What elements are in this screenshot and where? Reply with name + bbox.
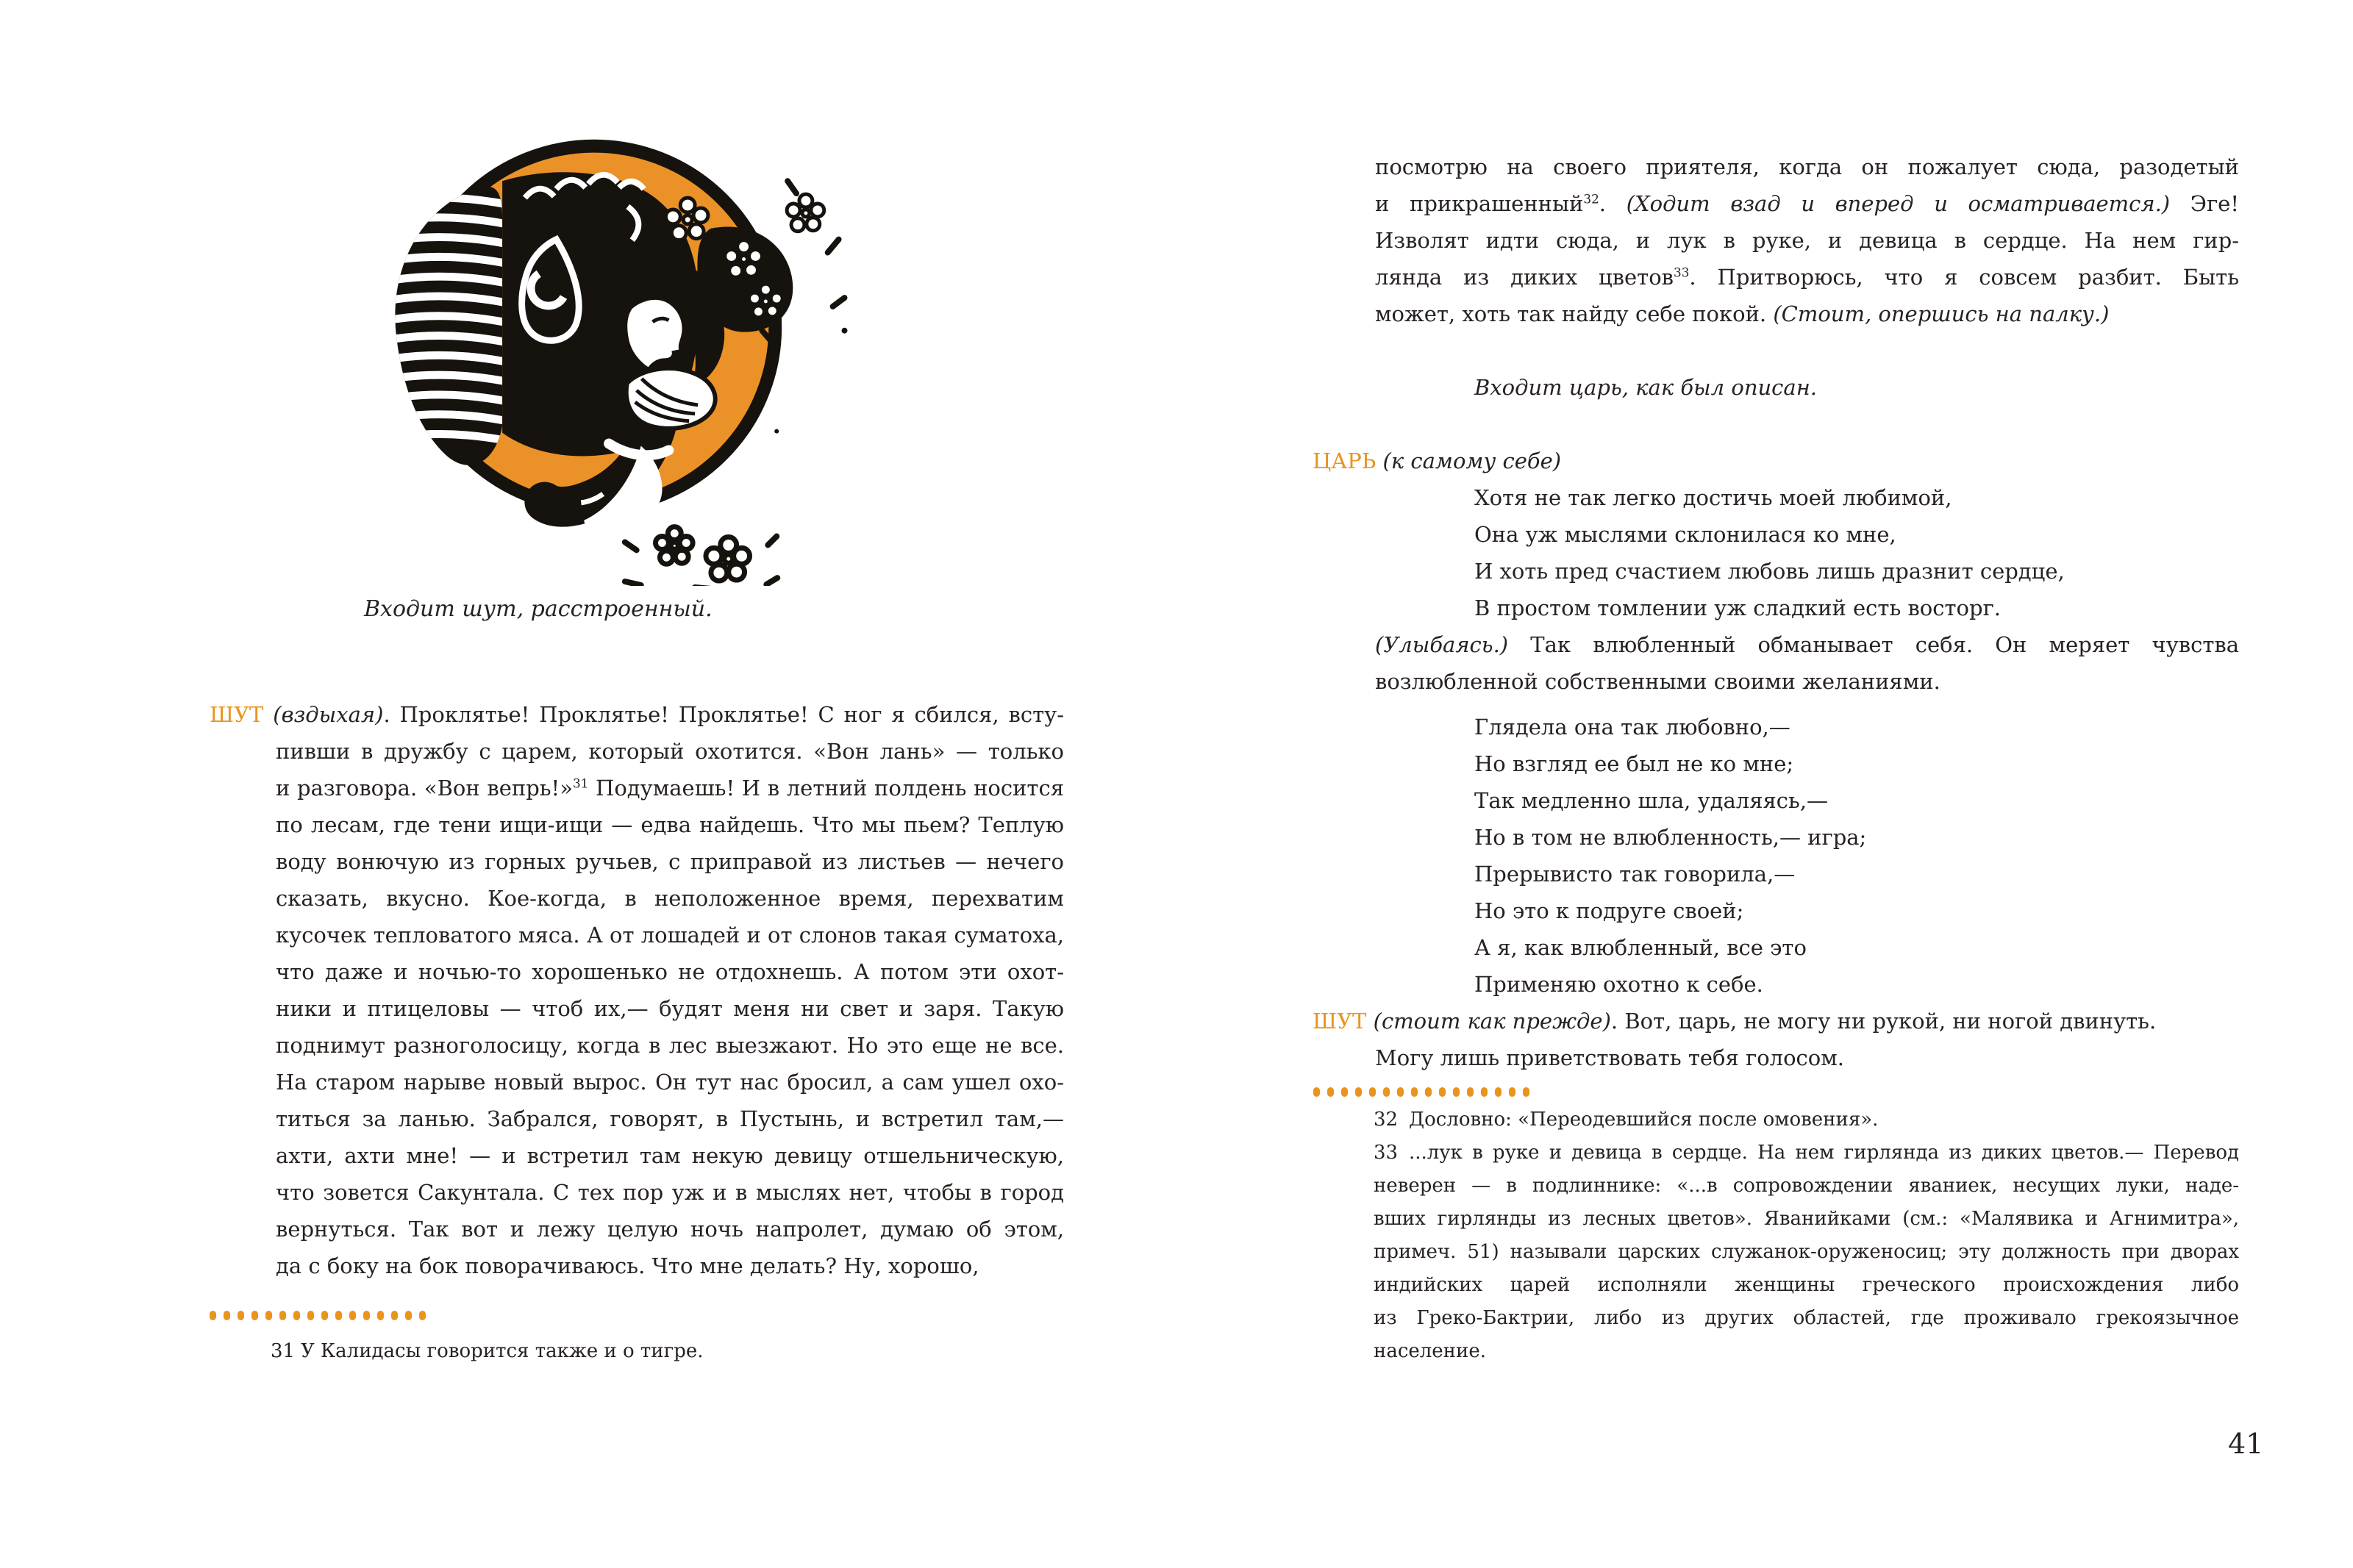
text-line: 31 У Калидасы говорится также и о тигре. [271, 1335, 1065, 1368]
rule-dot [377, 1311, 384, 1320]
text-line: Входит царь, как был описан. [1474, 375, 1818, 400]
stage-direction-caption: Входит шут, расстроенный. [364, 596, 713, 622]
text-line: что зовется Сакунтала. С тех пор уж и в мыслях нет, чтобы в город [276, 1180, 1064, 1205]
text-line: население. [1374, 1340, 1486, 1362]
text-line: кусочек тепловатого мяса. А от лошадей и от слонов такая суматоха, [276, 923, 1064, 948]
rule-dot [1453, 1087, 1460, 1097]
text-line: Она уж мыслями склонилася ко мне, [1474, 522, 1896, 547]
text-line: вших гирлянды из лесных цветов». Яванийками (см.: «Малявика и Агнимитра», [1374, 1208, 2239, 1230]
rule-dot [419, 1311, 426, 1320]
rule-dot [1509, 1087, 1515, 1097]
text-line: и разговора. «Вон вепрь!»$^{31}$ Подумаешь! И в летний полдень носится [276, 776, 1065, 801]
rule-dot [238, 1311, 244, 1320]
text-line: ШУТ (вздыхая). Проклятье! Проклятье! Проклятье! С ног я сбился, всту- [210, 702, 1065, 727]
page-number: 41 [2228, 1428, 2264, 1460]
text-line: И хоть пред счастием любовь лишь дразнит сердце, [1474, 559, 2065, 584]
rule-dot [1467, 1087, 1474, 1097]
text-line: В простом томлении уж сладкий есть восторг. [1474, 595, 2001, 620]
text-line: ЦАРЬ (к самому себе) [1313, 448, 1562, 473]
right-text-block [1313, 148, 2239, 1076]
rule-dot [363, 1311, 370, 1320]
text-line: пивши в дружбу с царем, который охотится. «Вон лань» — только [276, 739, 1064, 764]
rule-dot [1523, 1087, 1529, 1097]
elephant-woodcut-illustration [366, 112, 851, 586]
text-line: титься за ланью. Забрался, говорят, в Пустынь, и встретил там,— [276, 1106, 1064, 1131]
rule-dot [224, 1311, 230, 1320]
text-line: неверен — в подлиннике: «...в сопровождении яваниек, несущих луки, наде- [1374, 1175, 2239, 1197]
text-line: примеч. 51) называли царских служанок-оруженосиц; эту должность при дворах [1374, 1241, 2239, 1263]
text-line: индийских царей исполняли женщины греческого происхождения либо [1374, 1274, 2239, 1296]
rule-dot [1369, 1087, 1376, 1097]
text-line: Но взгляд ее был не ко мне; [1474, 751, 1794, 776]
rule-dot [1341, 1087, 1348, 1097]
rule-dot [349, 1311, 356, 1320]
text-line: Так медленно шла, удаляясь,— [1474, 788, 1829, 813]
text-line: сказать, вкусно. Кое-когда, в неположенное время, перехватим [276, 886, 1064, 911]
rule-dot [293, 1311, 300, 1320]
text-line: из Греко-Бактрии, либо из других областей, где проживало грекоязычное [1374, 1307, 2239, 1329]
rule-dot [265, 1311, 272, 1320]
rule-dot [210, 1311, 216, 1320]
right-footnotes [1374, 1103, 2239, 1368]
text-line: Глядела она так любовно,— [1474, 715, 1790, 740]
rule-dot [1327, 1087, 1334, 1097]
text-line: На старом нарыве новый вырос. Он тут нас бросил, а сам ушел охо- [276, 1070, 1064, 1095]
text-line: (Улыбаясь.) Так влюбленный обманывает себя. Он меряет чувства [1375, 632, 2239, 657]
rule-dot [335, 1311, 342, 1320]
text-line: ники и птицеловы — чтоб их,— будят меня ни свет и заря. Такую [276, 996, 1064, 1021]
text-line: вернуться. Так вот и лежу целую ночь напролет, думаю об этом, [276, 1217, 1064, 1242]
footnote-separator-right [1313, 1086, 1529, 1097]
rule-dot [405, 1311, 412, 1320]
elephant-and-maiden-icon [366, 112, 851, 586]
footnote-separator-left [210, 1310, 426, 1320]
rule-dot [391, 1311, 398, 1320]
text-line: А я, как влюбленный, все это [1474, 935, 1807, 960]
text-line: что даже и ночью-то хорошенько не отдохнешь. А потом эти охот- [276, 959, 1064, 984]
text-line: 32 Дословно: «Переодевшийся после омовения». [1374, 1103, 2239, 1136]
text-line: возлюбленной собственными своими желаниями. [1375, 669, 1940, 694]
text-line: Но это к подруге своей; [1474, 898, 1744, 923]
rule-dot [307, 1311, 314, 1320]
footnote-number: 31 [271, 1340, 296, 1362]
rule-dot [1397, 1087, 1404, 1097]
left-dialogue [210, 696, 1064, 1284]
text-line: да с боку на бок поворачиваюсь. Что мне делать? Ну, хорошо, [276, 1253, 979, 1278]
rule-dot [1313, 1087, 1320, 1097]
text-line: воду вонючую из горных ручьев, с приправой из листьев — нечего [276, 849, 1064, 874]
text-line: Применяю охотно к себе. [1474, 972, 1763, 997]
text-line: Могу лишь приветствовать тебя голосом. [1375, 1045, 1845, 1070]
rule-dot [279, 1311, 286, 1320]
text-line: ШУТ (стоит как прежде). Вот, царь, не могу ни рукой, ни ногой двинуть. [1313, 1009, 2157, 1034]
text-line: ахти, ахти мне! — и встретил там некую девицу отшельническую, [276, 1143, 1064, 1168]
rule-dot [1439, 1087, 1446, 1097]
rule-dot [251, 1311, 258, 1320]
rule-dot [1481, 1087, 1488, 1097]
text-line: Но в том не влюбленность,— игра; [1474, 825, 1867, 850]
text-line: Хотя не так легко достичь моей любимой, [1474, 485, 1952, 510]
text-line: поднимут разноголосицу, когда в лес выезжают. Но это еще не все. [276, 1033, 1064, 1058]
text-line: Изволят идти сюда, и лук в руке, и девица в сердце. На нем гир- [1375, 228, 2239, 253]
text-line: может, хоть так найду себе покой. (Стоит, опершись на палку.) [1375, 301, 2110, 326]
text-line: по лесам, где тени ищи-ищи — едва найдешь. Что мы пьем? Теплую [276, 812, 1064, 837]
rule-dot [1425, 1087, 1432, 1097]
text-line: лянда из диких цветов$^{33}$. Притворюсь, что я совсем разбит. Быть [1375, 265, 2239, 290]
rule-dot [1383, 1087, 1390, 1097]
rule-dot [1411, 1087, 1418, 1097]
rule-dot [1495, 1087, 1502, 1097]
rule-dot [1355, 1087, 1362, 1097]
text-line: 33 ...лук в руке и девица в сердце. На нем гирлянда из диких цветов.— Перевод [1374, 1136, 2239, 1170]
left-footnotes [271, 1335, 1065, 1368]
rule-dot [321, 1311, 328, 1320]
text-line: и прикрашенный$^{32}$. (Ходит взад и вперед и осматривается.) Эге! [1375, 191, 2239, 216]
footnote-number: 33 [1374, 1142, 1399, 1164]
footnote-number: 32 [1374, 1109, 1399, 1131]
text-line: посмотрю на своего приятеля, когда он пожалует сюда, разодетый [1375, 154, 2239, 179]
text-line: Прерывисто так говорила,— [1474, 862, 1796, 887]
